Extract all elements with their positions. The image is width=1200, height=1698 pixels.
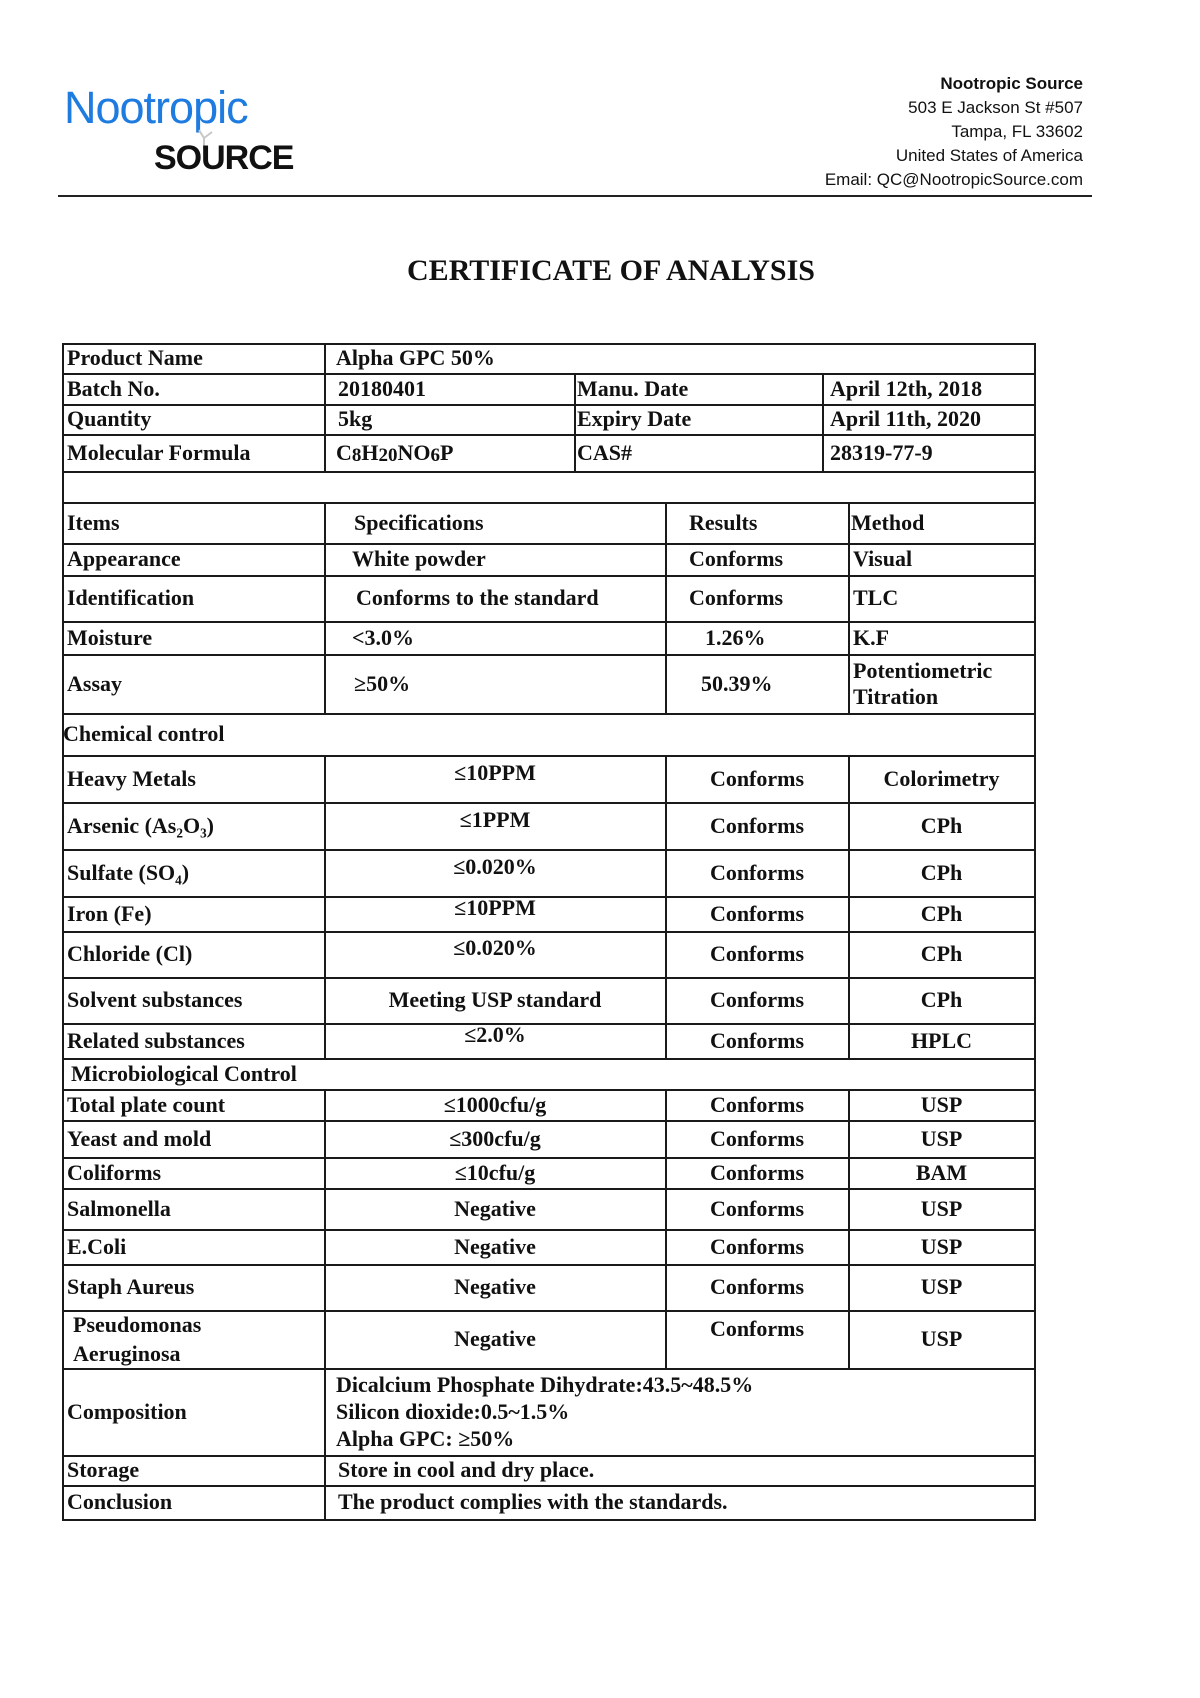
test-result: Conforms (709, 1027, 805, 1053)
formula-part: 8 (351, 444, 362, 466)
test-item: E.Coli (67, 1233, 127, 1259)
test-specification: ≥50% (354, 670, 411, 696)
column-divider (1034, 343, 1036, 1521)
cas-label: CAS# (577, 439, 633, 465)
test-item: Related substances (67, 1027, 245, 1053)
test-item: Sulfate (SO₄) (67, 859, 190, 885)
column-header-specifications: Specifications (354, 509, 484, 535)
composition-value-line: Silicon dioxide:0.5~1.5% (336, 1399, 570, 1424)
test-specification: ≤300cfu/g (449, 1125, 541, 1151)
column-divider (324, 343, 326, 375)
test-specification: Conforms to the standard (356, 585, 599, 610)
test-method: CPh (920, 941, 963, 966)
composition-label: Composition (67, 1398, 187, 1424)
column-divider (324, 755, 326, 804)
test-method: CPh (920, 987, 963, 1012)
column-divider (574, 373, 576, 406)
column-divider (324, 654, 326, 715)
molecular-formula-value (336, 434, 570, 471)
quantity-label: Quantity (67, 406, 152, 431)
expiry-date-label: Expiry Date (577, 406, 692, 431)
section-header-chemical-control: Chemical control (63, 721, 225, 746)
batch-value: 20180401 (338, 375, 426, 401)
test-result: Conforms (689, 585, 784, 610)
column-divider (665, 502, 667, 545)
column-divider (848, 1023, 850, 1060)
test-item: Appearance (67, 546, 181, 571)
formula-part: H (361, 439, 379, 465)
formula-part: 20 (378, 444, 398, 466)
test-method: CPh (920, 812, 963, 838)
test-method: CPh (920, 859, 963, 885)
test-item: Solvent substances (67, 987, 243, 1012)
column-divider (665, 1023, 667, 1060)
product-name-label: Product Name (67, 345, 203, 370)
test-result: Conforms (709, 1091, 805, 1117)
column-divider (324, 802, 326, 851)
column-divider (324, 1120, 326, 1159)
column-divider (324, 1157, 326, 1190)
column-divider (665, 575, 667, 623)
column-divider (324, 575, 326, 623)
test-item: Moisture (67, 624, 153, 650)
formula-part: 6 (430, 444, 441, 466)
column-divider (848, 1310, 850, 1370)
column-divider (324, 543, 326, 577)
column-divider (324, 931, 326, 979)
composition-value-line: Alpha GPC: ≥50% (336, 1426, 515, 1451)
column-divider (324, 1188, 326, 1231)
column-divider (665, 849, 667, 898)
address-city: Tampa, FL 33602 (951, 122, 1083, 141)
formula-part: NO (397, 439, 431, 465)
test-method: TLC (853, 585, 899, 610)
test-specification: ≤2.0% (464, 1021, 526, 1047)
table-bottom-border (62, 1519, 1034, 1521)
column-divider (324, 404, 326, 436)
column-divider (848, 977, 850, 1025)
column-divider (848, 1120, 850, 1159)
test-method: USP (920, 1233, 963, 1259)
address-email: Email: QC@NootropicSource.com (824, 170, 1083, 189)
conclusion-label: Conclusion (67, 1489, 173, 1514)
column-divider (665, 543, 667, 577)
storage-value: Store in cool and dry place. (338, 1457, 595, 1482)
test-specification: Negative (454, 1233, 536, 1259)
section-header-microbiological-control: Microbiological Control (71, 1060, 297, 1086)
expiry-date-value: April 11th, 2020 (830, 406, 981, 431)
test-method: USP (920, 1326, 963, 1351)
test-result: Conforms (709, 987, 805, 1012)
column-divider (665, 802, 667, 851)
test-result: Conforms (709, 1159, 805, 1185)
test-method: K.F (853, 624, 890, 650)
column-divider (665, 654, 667, 715)
column-divider (822, 373, 824, 406)
document-title: CERTIFICATE OF ANALYSIS (407, 254, 815, 287)
test-method: USP (920, 1091, 963, 1117)
test-result: Conforms (709, 812, 805, 838)
test-method: Colorimetry (883, 765, 1000, 791)
column-divider (324, 1229, 326, 1266)
test-method: HPLC (910, 1027, 973, 1053)
column-divider (848, 802, 850, 851)
test-specification: ≤10cfu/g (454, 1159, 536, 1185)
column-header-method: Method (851, 509, 925, 535)
column-divider (822, 404, 824, 436)
column-divider (822, 434, 824, 473)
column-divider (665, 1264, 667, 1312)
test-specification: ≤10PPM (454, 759, 536, 785)
test-item: Assay (67, 670, 123, 696)
test-specification: Negative (454, 1326, 536, 1351)
column-divider (324, 1368, 326, 1521)
test-method: BAM (915, 1159, 968, 1185)
test-result: Conforms (709, 1233, 805, 1259)
formula-label: Molecular Formula (67, 439, 251, 465)
manu-date-value: April 12th, 2018 (830, 375, 983, 401)
test-result: 50.39% (701, 670, 773, 696)
test-result: Conforms (709, 859, 805, 885)
column-divider (848, 849, 850, 898)
column-divider (324, 1310, 326, 1370)
test-result: Conforms (709, 900, 805, 926)
test-item: Identification (67, 585, 195, 610)
column-divider (848, 1157, 850, 1190)
column-divider (848, 1188, 850, 1231)
test-result: Conforms (689, 546, 784, 571)
address-street: 503 E Jackson St #507 (908, 98, 1083, 117)
address-country: United States of America (895, 146, 1083, 165)
company-address (825, 72, 1083, 192)
test-item: Yeast and mold (67, 1125, 212, 1151)
column-divider (665, 1157, 667, 1190)
test-method-line: Potentiometric (853, 657, 993, 683)
column-divider (665, 1089, 667, 1122)
test-item-line: Aeruginosa (73, 1341, 181, 1366)
test-item-line: Pseudomonas (73, 1312, 202, 1337)
test-specification: ≤0.020% (453, 853, 537, 879)
test-result: 1.26% (705, 624, 766, 650)
test-item: Heavy Metals (67, 765, 196, 791)
storage-label: Storage (67, 1457, 140, 1482)
test-result: Conforms (709, 941, 805, 966)
test-method (853, 654, 1030, 713)
column-divider (324, 896, 326, 933)
analysis-table (62, 343, 1034, 1519)
header-divider (58, 195, 1092, 197)
column-divider (848, 543, 850, 577)
column-divider (324, 1023, 326, 1060)
test-method: USP (920, 1125, 963, 1151)
column-divider (848, 575, 850, 623)
manu-date-label: Manu. Date (577, 375, 689, 401)
column-divider (324, 621, 326, 656)
column-divider (848, 931, 850, 979)
column-divider (848, 896, 850, 933)
column-divider (665, 621, 667, 656)
test-item: Chloride (Cl) (67, 941, 193, 966)
company-logo (64, 82, 304, 177)
row-divider (62, 471, 1034, 473)
test-method-line: Titration (853, 683, 939, 709)
test-item: Coliforms (67, 1159, 162, 1185)
column-divider (324, 977, 326, 1025)
test-result: Conforms (709, 1274, 805, 1299)
test-specification: ≤1000cfu/g (443, 1091, 547, 1117)
product-name-value: Alpha GPC 50% (336, 345, 495, 370)
test-item: Staph Aureus (67, 1274, 195, 1299)
formula-part: C (336, 439, 352, 465)
test-specification: <3.0% (352, 624, 415, 650)
column-divider (848, 755, 850, 804)
column-divider (324, 434, 326, 473)
column-divider (848, 654, 850, 715)
test-method: Visual (853, 546, 913, 571)
logo-wordmark-source: SOURCE (154, 139, 294, 177)
column-divider (665, 1310, 667, 1370)
column-header-items: Items (67, 509, 120, 535)
test-method: USP (920, 1195, 963, 1221)
test-result: Conforms (709, 1195, 805, 1221)
column-divider (665, 1120, 667, 1159)
test-item: Iron (Fe) (67, 900, 152, 926)
test-item: Total plate count (67, 1091, 226, 1117)
column-divider (848, 621, 850, 656)
conclusion-value: The product complies with the standards. (338, 1489, 728, 1514)
test-specification: ≤10PPM (454, 894, 536, 920)
column-divider (665, 755, 667, 804)
test-specification: Negative (454, 1274, 536, 1299)
column-divider (848, 1229, 850, 1266)
batch-label: Batch No. (67, 375, 160, 401)
test-item (73, 1310, 320, 1368)
cas-value: 28319-77-9 (830, 439, 933, 465)
column-divider (848, 502, 850, 545)
test-item: Arsenic (As₂O₃) (67, 812, 214, 838)
column-divider (574, 434, 576, 473)
column-divider (324, 1264, 326, 1312)
test-method: USP (920, 1274, 963, 1299)
column-divider (665, 931, 667, 979)
column-divider (665, 896, 667, 933)
test-specification: White powder (352, 546, 486, 571)
composition-value (336, 1368, 1030, 1455)
test-item: Salmonella (67, 1195, 171, 1221)
column-header-results: Results (689, 509, 758, 535)
formula-part: P (440, 439, 454, 465)
column-divider (324, 1089, 326, 1122)
column-divider (574, 404, 576, 436)
test-specification: Meeting USP standard (388, 987, 602, 1012)
column-divider (324, 849, 326, 898)
column-divider (848, 1264, 850, 1312)
address-company: Nootropic Source (940, 74, 1083, 93)
test-result: Conforms (709, 765, 805, 791)
test-method: CPh (920, 900, 963, 926)
test-specification: ≤1PPM (459, 806, 531, 832)
column-divider (665, 1188, 667, 1231)
test-result: Conforms (709, 1316, 805, 1341)
composition-value-line: Dicalcium Phosphate Dihydrate:43.5~48.5% (336, 1372, 754, 1397)
test-specification: Negative (454, 1195, 536, 1221)
quantity-value: 5kg (338, 406, 373, 431)
logo-wordmark-nootropic: Nootropic (64, 82, 248, 133)
column-divider (324, 373, 326, 406)
column-divider (848, 1089, 850, 1122)
column-divider (665, 1229, 667, 1266)
column-divider (324, 502, 326, 545)
column-divider (665, 977, 667, 1025)
test-specification: ≤0.020% (453, 935, 537, 960)
test-result: Conforms (709, 1125, 805, 1151)
column-divider (62, 343, 64, 1521)
